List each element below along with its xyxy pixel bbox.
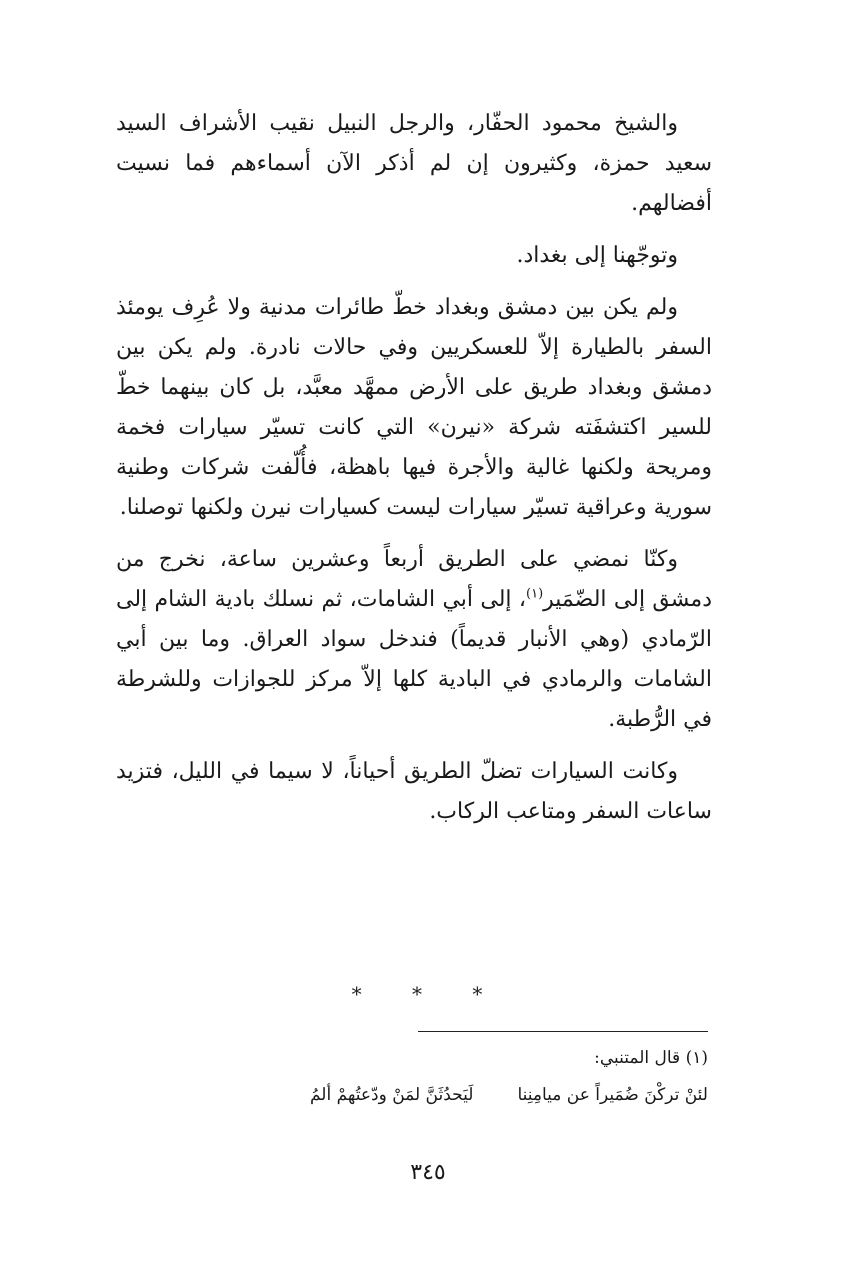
paragraph-2: وتوجّهنا إلى بغداد.: [516, 243, 678, 268]
paragraph-5: وكانت السيارات تضلّ الطريق أحياناً، لا سيما في الليل، فتزيد ساعات السفر ومتاعب الركاب.: [116, 759, 712, 824]
paragraph-3: ولم يكن بين دمشق وبغداد خطّ طائرات مدنية ولا عُرِف يومئذ السفر بالطيارة إلاّ للعسكريين وفي حالات نادرة. ولم يكن بين دمشق وبغداد طريق على الأرض ممهَّد معبَّد، بل كان بينهما خطّ للسير اكتشفَته شركة «نيرن» التي كانت تسيّر سيارات فخمة ومريحة ولكنها غالية والأجرة فيها باهظة، فأُلّفت شركات وطنية سورية وعراقية تسيّر سيارات ليست كسيارات نيرن ولكنها توصلنا.: [116, 295, 712, 520]
main-text: [116, 104, 712, 844]
verse-first-hemistich: لئنْ تركْنَ ضُمَيراً عن ميامِنِنا: [517, 1085, 708, 1105]
section-separator: * * *: [351, 982, 505, 1006]
footnote-intro: (١) قال المتنبي:: [594, 1048, 708, 1068]
paragraph-4-end: ، إلى أبي الشامات، ثم نسلك بادية الشام إلى الرّمادي (وهي الأنبار قديماً) فندخل سواد العراق. وما بين أبي الشامات والرمادي في البادية كلها إلاّ مركز للجوازات وللشرطة في الرُّطبة.: [116, 587, 712, 732]
paragraph-4: [116, 540, 712, 740]
paragraph-4-start: وكنّا نمضي على الطريق أربعاً وعشرين ساعة، نخرج من دمشق إلى الضّمَير: [116, 547, 712, 612]
verse-second-hemistich: لَيَحدُثَنَّ لمَنْ ودّعتُهمْ ألمُ: [309, 1085, 474, 1105]
page-number: ٣٤٥: [410, 1160, 446, 1185]
footnote-divider: [418, 1031, 708, 1032]
footnote-reference: (١): [526, 586, 544, 602]
footnote-verse: [150, 1080, 708, 1110]
paragraph-1: والشيخ محمود الحفّار، والرجل النبيل نقيب الأشراف السيد سعيد حمزة، وكثيرون إن لم أذكر الآن أسماءهم فما نسيت أفضالهم.: [116, 111, 712, 216]
